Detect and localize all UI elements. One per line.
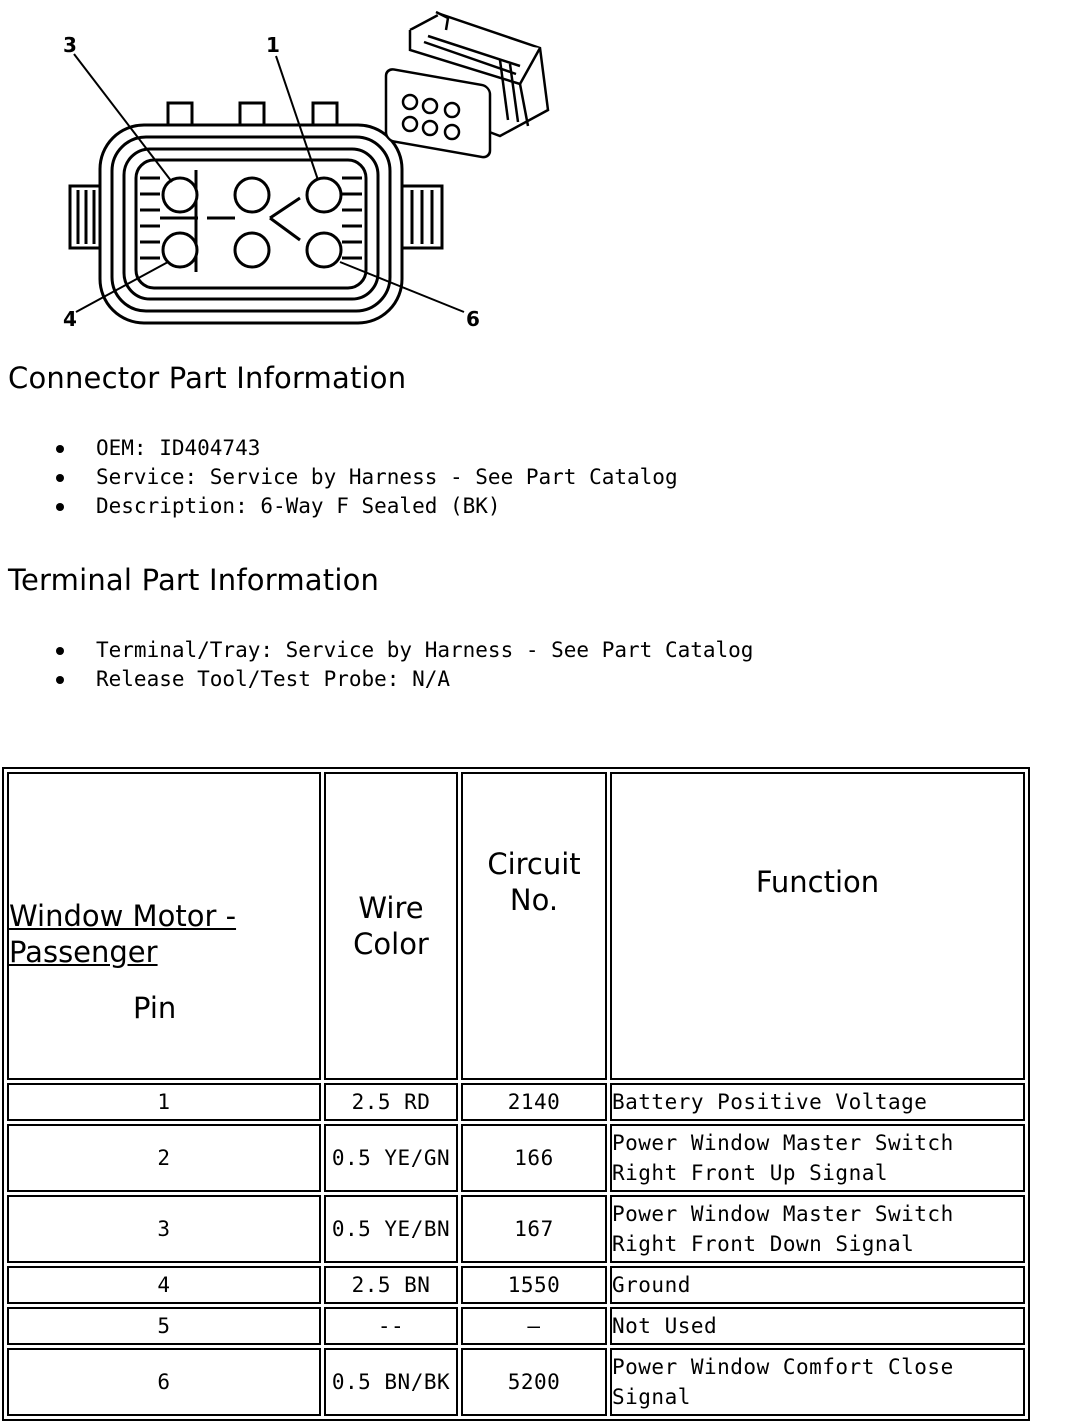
connector-part-info-heading: Connector Part Information: [8, 361, 407, 395]
circuit-cell: 5200: [461, 1348, 607, 1416]
circuit-cell: 166: [461, 1124, 607, 1192]
table-row: [7, 1195, 1025, 1263]
list-item: Terminal/Tray: Service by Harness - See Part Catalog: [52, 636, 753, 665]
connector-face-diagram: [0, 0, 560, 340]
function-cell: Ground: [610, 1266, 1025, 1304]
function-cell: Not Used: [610, 1307, 1025, 1345]
table-row: [7, 1307, 1025, 1345]
connector-part-info-list: [52, 434, 678, 521]
terminal-part-info-list: [52, 636, 753, 694]
circuit-cell: 1550: [461, 1266, 607, 1304]
function-cell: Power Window Comfort Close Signal: [610, 1348, 1025, 1416]
circuit-cell: 167: [461, 1195, 607, 1263]
circuit-cell: 2140: [461, 1083, 607, 1121]
wire-color-cell: 0.5 BN/BK: [324, 1348, 458, 1416]
pin-label-3: 3: [63, 33, 77, 57]
column-header-wire-color: Wire Color: [324, 772, 458, 1080]
function-cell: Power Window Master Switch Right Front Down Signal: [610, 1195, 1025, 1263]
circuit-cell: —: [461, 1307, 607, 1345]
table-row: [7, 1348, 1025, 1416]
function-cell: Power Window Master Switch Right Front Up Signal: [610, 1124, 1025, 1192]
component-name-link[interactable]: Window Motor - Passenger: [9, 899, 237, 969]
pin-label-6: 6: [466, 307, 480, 331]
table-row: [7, 1124, 1025, 1192]
column-header-circuit-no: Circuit No.: [461, 772, 607, 1080]
column-header-function: Function: [610, 772, 1025, 1080]
list-item: Release Tool/Test Probe: N/A: [52, 665, 753, 694]
list-item: Description: 6-Way F Sealed (BK): [52, 492, 678, 521]
column-header-pin: [7, 772, 321, 1080]
pin-cell: 3: [7, 1195, 321, 1263]
pin-cell: 4: [7, 1266, 321, 1304]
pin-label-1: 1: [266, 33, 280, 57]
wire-color-cell: 2.5 RD: [324, 1083, 458, 1121]
wire-color-cell: 2.5 BN: [324, 1266, 458, 1304]
list-item: OEM: ID404743: [52, 434, 678, 463]
pin-cell: 1: [7, 1083, 321, 1121]
wire-color-cell: 0.5 YE/GN: [324, 1124, 458, 1192]
table-row: [7, 1266, 1025, 1304]
pin-label: Pin: [133, 991, 177, 1025]
terminal-part-info-heading: Terminal Part Information: [8, 563, 380, 597]
wire-color-cell: --: [324, 1307, 458, 1345]
pin-cell: 5: [7, 1307, 321, 1345]
pin-cell: 2: [7, 1124, 321, 1192]
pinout-table: [2, 767, 1030, 1421]
pin-label-4: 4: [63, 307, 77, 331]
wire-color-cell: 0.5 YE/BN: [324, 1195, 458, 1263]
connector-isometric-icon: [386, 12, 548, 158]
table-row: [7, 1083, 1025, 1121]
list-item: Service: Service by Harness - See Part Catalog: [52, 463, 678, 492]
function-cell: Battery Positive Voltage: [610, 1083, 1025, 1121]
pin-cell: 6: [7, 1348, 321, 1416]
table-header-row: [7, 772, 1025, 1080]
